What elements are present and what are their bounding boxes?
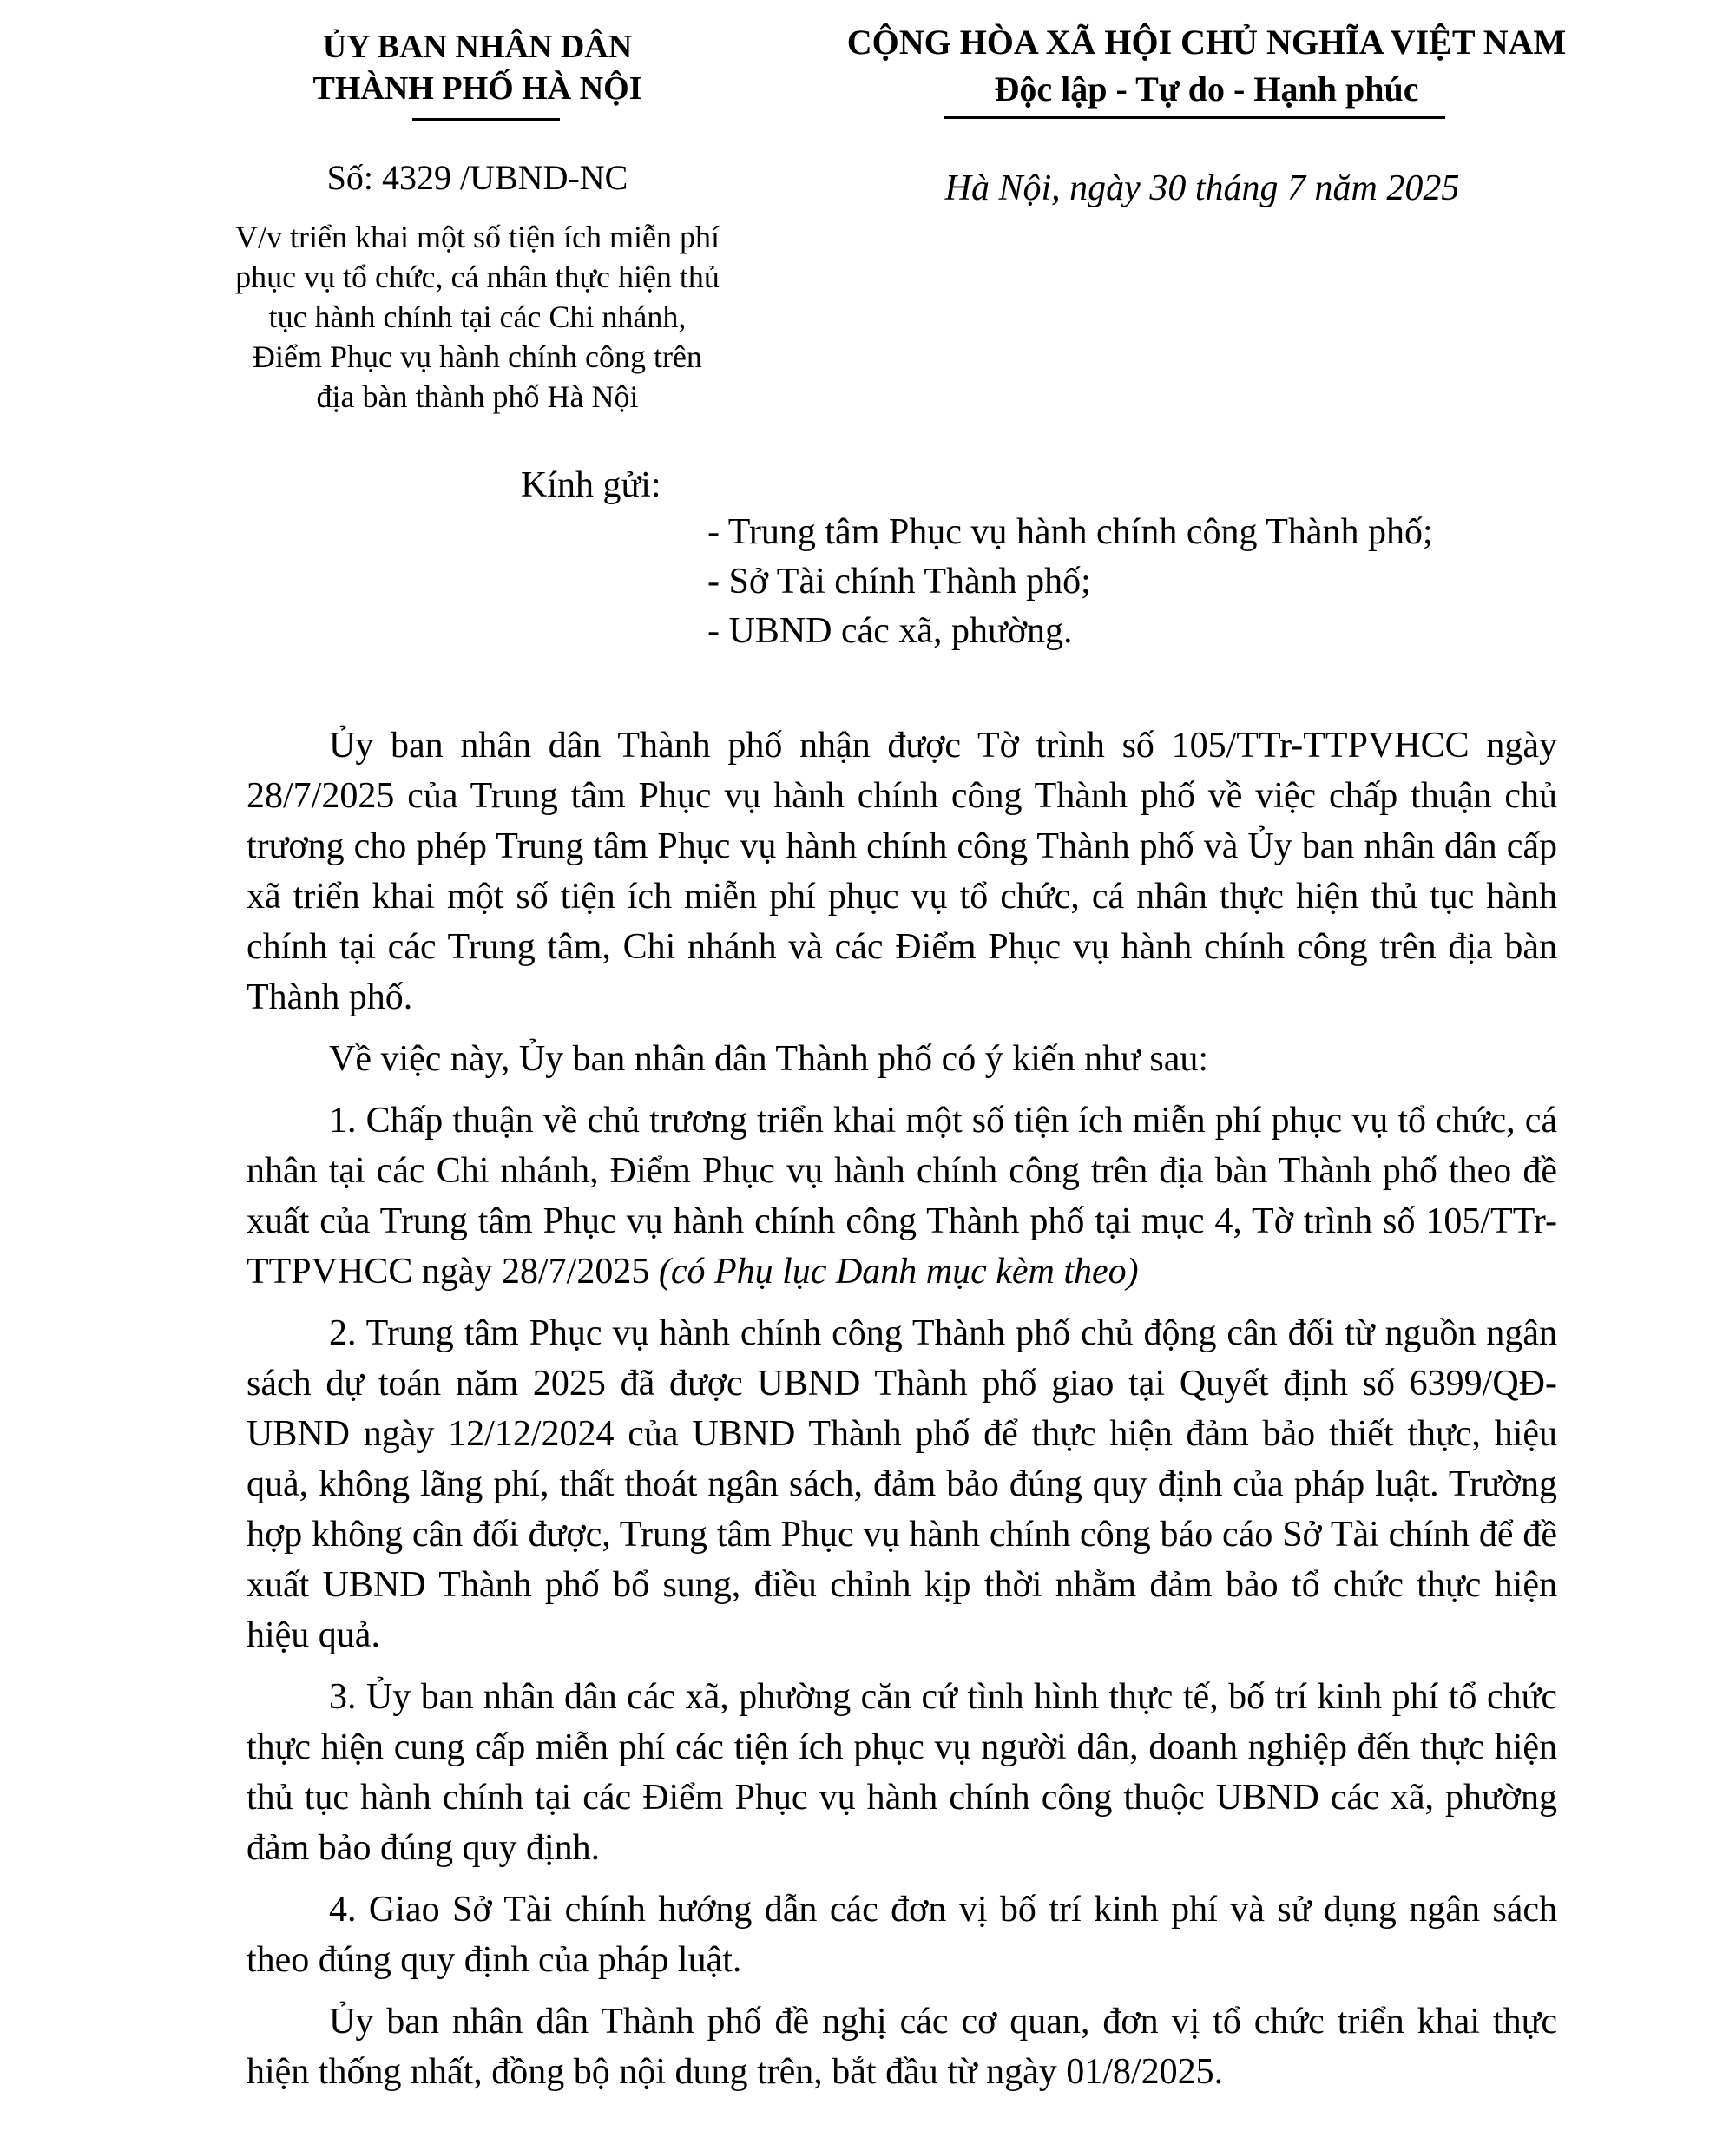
issuing-organization — [243, 26, 712, 109]
document-number: Số: 4329 /UBND-NC — [326, 158, 628, 197]
opinion-paragraph: Về việc này, Ủy ban nhân dân Thành phố có ý kiến như sau: — [329, 1039, 1209, 1079]
subject-line: phục vụ tổ chức, cá nhân thực hiện thủ — [235, 260, 720, 294]
motto: Độc lập - Tự do - Hạnh phúc — [994, 69, 1419, 109]
org-line-1: ỦY BAN NHÂN DÂN — [322, 29, 633, 65]
subject-line: Điểm Phục vụ hành chính công trên — [253, 339, 702, 374]
document-subject — [208, 217, 746, 417]
nation-name: CỘNG HÒA XÃ HỘI CHỦ NGHĨA VIỆT NAM — [846, 23, 1567, 62]
national-title — [781, 19, 1632, 113]
item-1-paragraph — [247, 1095, 1557, 1297]
motto-underline — [944, 116, 1445, 119]
closing-paragraph: Ủy ban nhân dân Thành phố đề nghị các cơ quan, đơn vị tổ chức triển khai thực hiện thống nhất, đồng bộ nội dung trên, bắt đầu từ ngày 01/8/2025. — [247, 2002, 1557, 2092]
item-3-paragraph: 3. Ủy ban nhân dân các xã, phường căn cứ tình hình thực tế, bố trí kinh phí tổ chức thực hiện cung cấp miễn phí các tiện ích phục vụ người dân, doanh nghiệp đến thực hiện thủ tục hành chính tại các Điểm Phục vụ hành chính công thuộc UBND các xã, phường đảm bảo đúng quy định. — [247, 1677, 1557, 1868]
recipient-item: - UBND các xã, phường. — [707, 611, 1073, 651]
org-line-2: THÀNH PHỐ HÀ NỘI — [312, 70, 642, 107]
place-date: Hà Nội, ngày 30 tháng 7 năm 2025 — [944, 168, 1460, 208]
subject-line: V/v triển khai một số tiện ích miễn phí — [235, 220, 720, 254]
recipient-list — [707, 508, 1714, 656]
item-1-text: 1. Chấp thuận về chủ trương triển khai một số tiện ích miễn phí phục vụ tổ chức, cá nhân tại các Chi nhánh, Điểm Phục vụ hành chính công trên địa bàn Thành phố theo đề xuất của Trung tâm Phục vụ hành chính công Thành phố tại mục 4, Tờ trình số 105/TTr-TTPVHCC ngày 28/7/2025 — [247, 1101, 1557, 1292]
subject-line: địa bàn thành phố Hà Nội — [316, 379, 639, 414]
subject-line: tục hành chính tại các Chi nhánh, — [268, 299, 687, 334]
item-2-paragraph: 2. Trung tâm Phục vụ hành chính công Thành phố chủ động cân đối từ nguồn ngân sách dự toán năm 2025 đã được UBND Thành phố giao tại Quyết định số 6399/QĐ-UBND ngày 12/12/2024 của UBND Thành phố để thực hiện đảm bảo thiết thực, hiệu quả, không lãng phí, thất thoát ngân sách, đảm bảo đúng quy định của pháp luật. Trường hợp không cân đối được, Trung tâm Phục vụ hành chính công báo cáo Sở Tài chính để đề xuất UBND Thành phố bổ sung, điều chỉnh kịp thời nhằm đảm bảo tổ chức thực hiện hiệu quả. — [247, 1313, 1557, 1655]
recipient-item: - Trung tâm Phục vụ hành chính công Thành phố; — [707, 512, 1433, 552]
org-underline — [412, 118, 560, 121]
item-1-note: (có Phụ lục Danh mục kèm theo) — [658, 1252, 1139, 1292]
document-body — [247, 720, 1557, 2108]
item-4-paragraph: 4. Giao Sở Tài chính hướng dẫn các đơn vị bố trí kinh phí và sử dụng ngân sách theo đúng quy định của pháp luật. — [247, 1890, 1557, 1980]
greeting: Kính gửi: — [521, 465, 661, 505]
intro-paragraph: Ủy ban nhân dân Thành phố nhận được Tờ trình số 105/TTr-TTPVHCC ngày 28/7/2025 của Trung tâm Phục vụ hành chính công Thành phố về việc chấp thuận chủ trương cho phép Trung tâm Phục vụ hành chính công Thành phố và Ủy ban nhân dân cấp xã triển khai một số tiện ích miễn phí phục vụ tổ chức, cá nhân thực hiện thủ tục hành chính tại các Trung tâm, Chi nhánh và các Điểm Phục vụ hành chính công trên địa bàn Thành phố. — [247, 726, 1557, 1017]
recipient-item: - Sở Tài chính Thành phố; — [707, 562, 1091, 602]
